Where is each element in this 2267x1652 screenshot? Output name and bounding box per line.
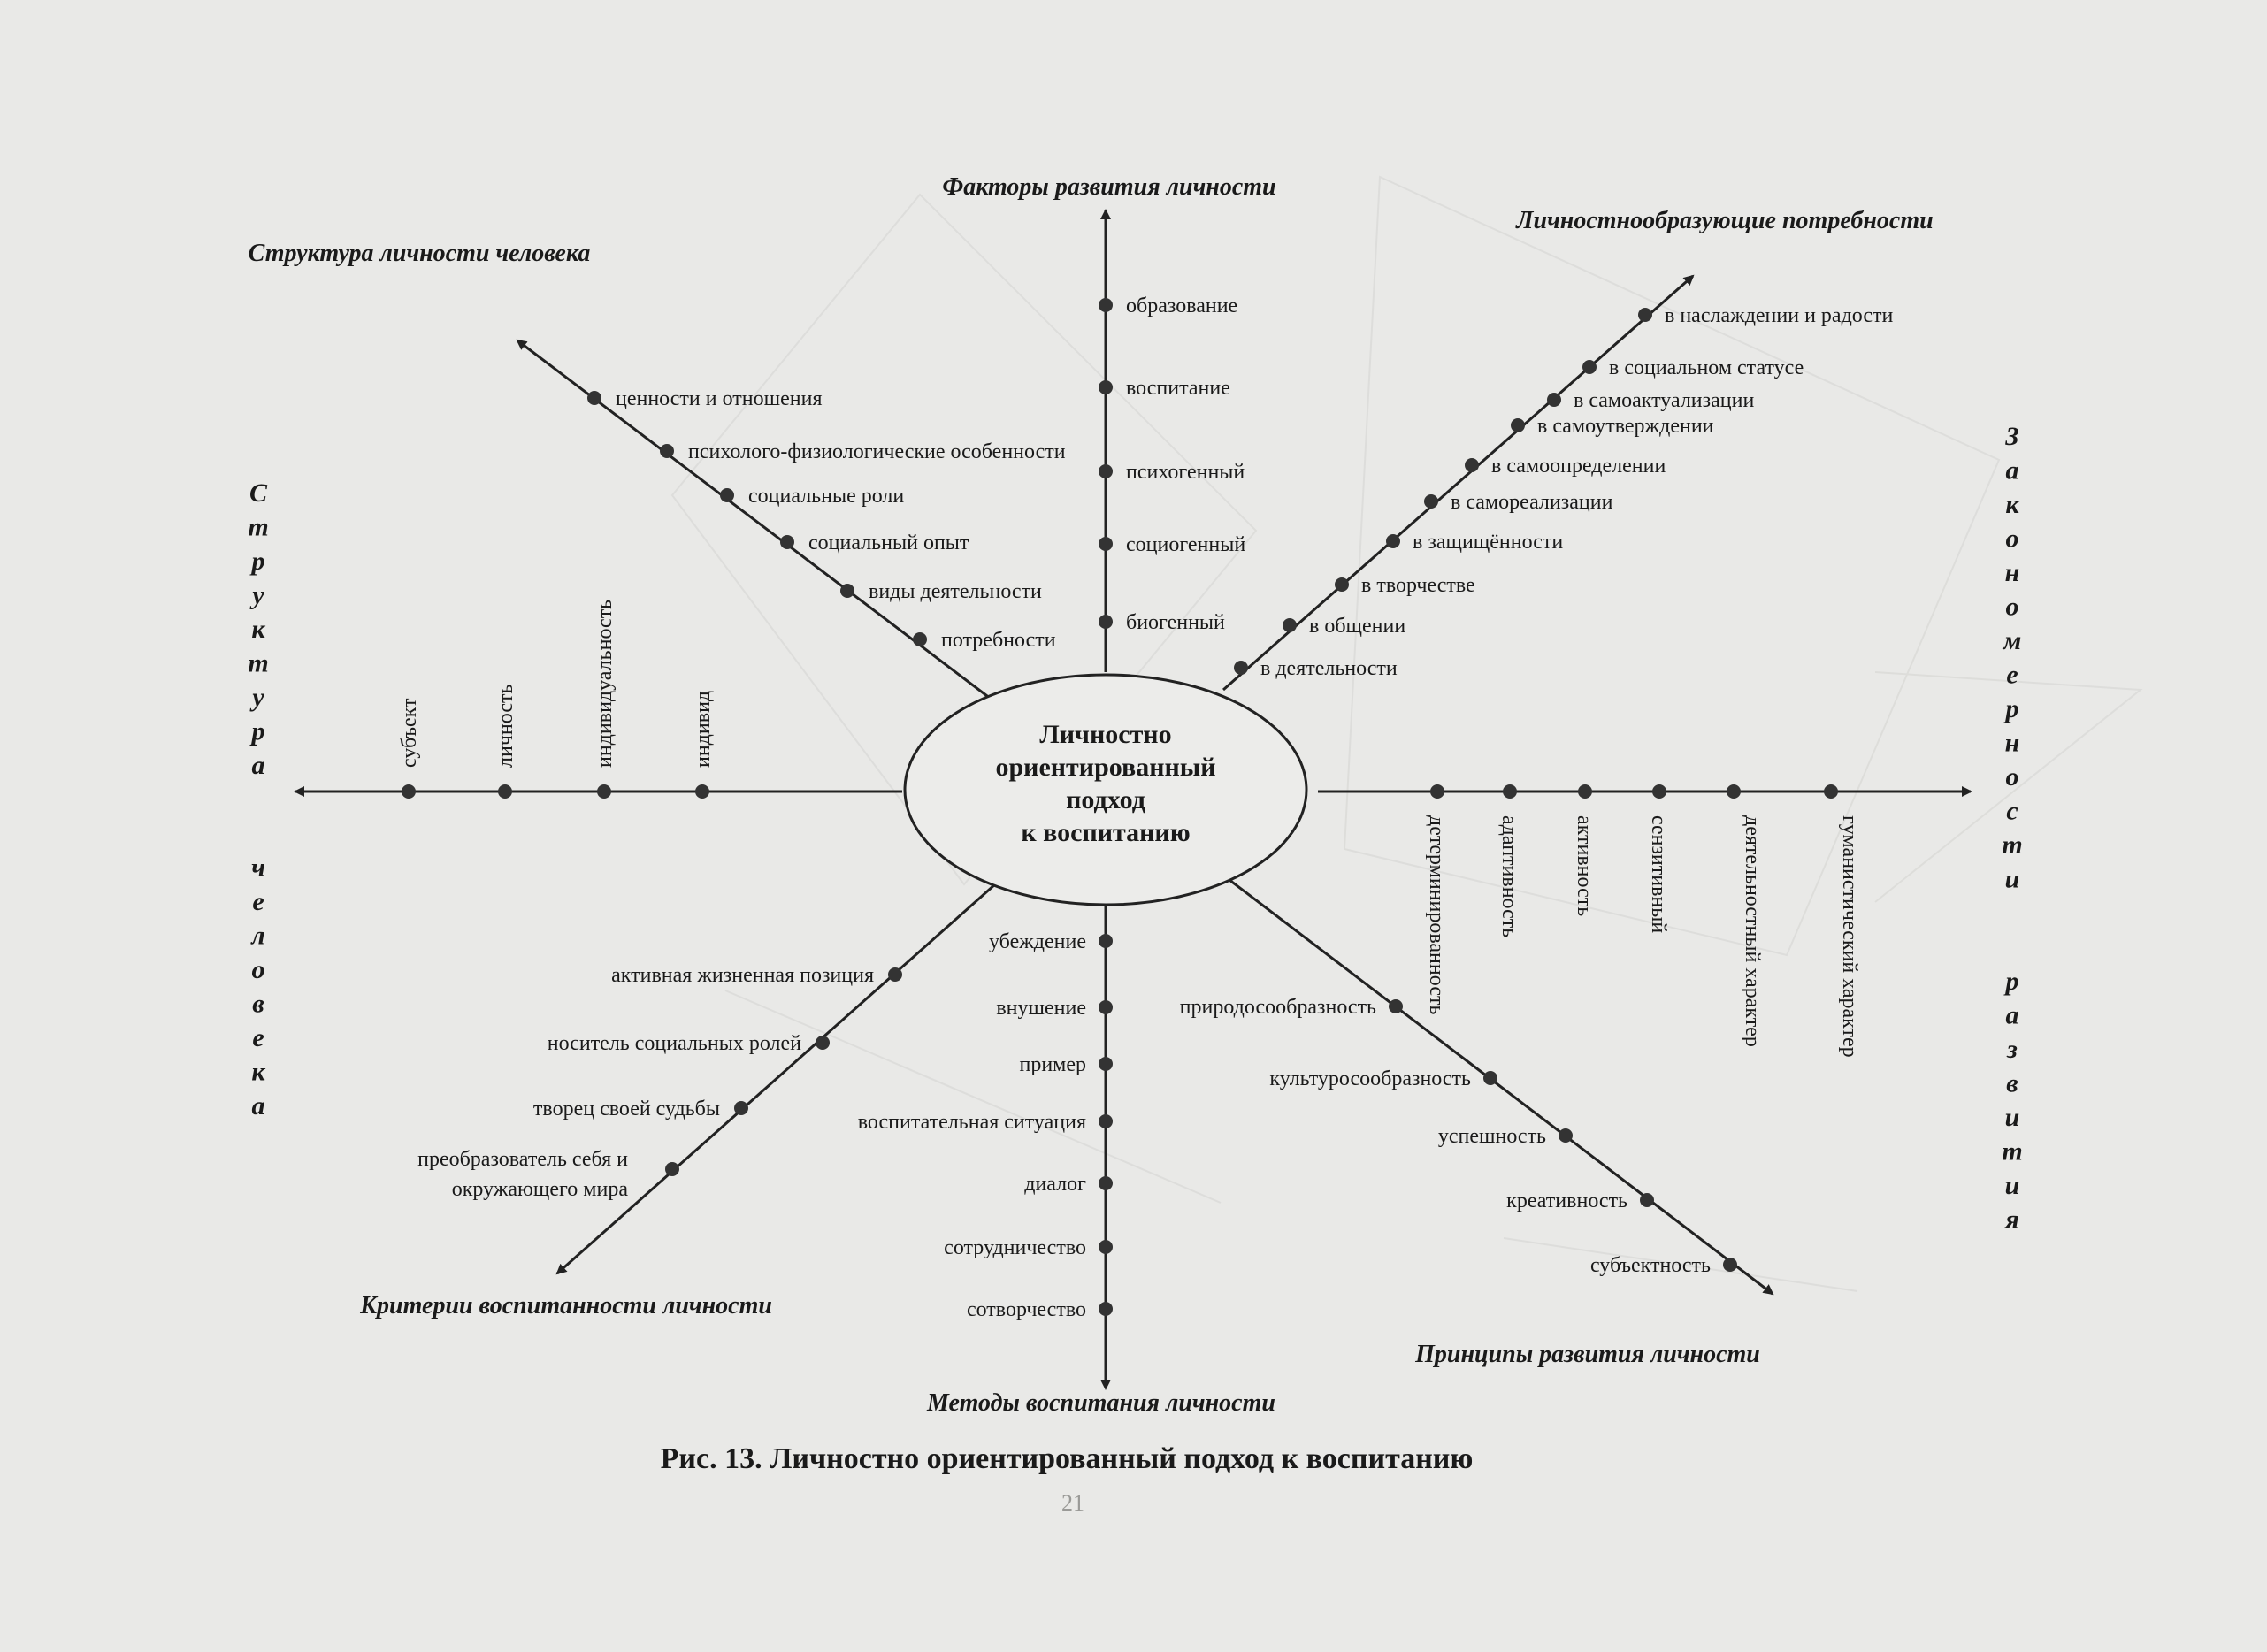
need-item-label: в наслаждении и радости: [1665, 304, 1894, 327]
title-structure: Структура личности человека: [248, 240, 591, 267]
criteria-item-label: творец своей судьбы: [532, 1098, 720, 1120]
factor-item-label: образование: [1126, 294, 1238, 317]
factor-item-dot: [1099, 380, 1113, 394]
branch-methods: [858, 930, 1113, 1321]
vtitle-structure-text: С т р у к т у р а ч е л о в е к а: [248, 478, 269, 1120]
principle-item-dot: [1640, 1193, 1654, 1207]
method-item-dot: [1099, 1000, 1113, 1014]
method-item-label: пример: [1019, 1053, 1086, 1076]
need-item-dot: [1234, 661, 1248, 675]
method-item-dot: [1099, 1114, 1113, 1128]
need-item-label: в самоутверждении: [1537, 415, 1714, 438]
need-item-dot: [1424, 494, 1438, 509]
title-needs: Личностнообразующие потребности: [1516, 207, 1934, 234]
principle-item-label: креативность: [1506, 1189, 1627, 1212]
need-item-dot: [1638, 308, 1652, 322]
law-item-dot: [1578, 784, 1592, 799]
factor-item-dot: [1099, 464, 1113, 478]
principle-item-label: природосообразность: [1179, 996, 1376, 1019]
law-item-label: сензитивный: [1647, 815, 1670, 934]
axis-criteria: [557, 884, 995, 1273]
structure-item-label: виды деятельности: [869, 580, 1042, 603]
title-laws-vertical: [2002, 422, 2023, 1235]
method-item-label: диалог: [1024, 1173, 1086, 1196]
factor-item-label: психогенный: [1126, 461, 1245, 484]
structure-item-label: потребности: [941, 629, 1056, 652]
need-item-dot: [1511, 418, 1525, 432]
method-item-dot: [1099, 934, 1113, 948]
structure-item-dot: [587, 391, 601, 405]
need-item-label: в деятельности: [1260, 657, 1398, 680]
method-item-dot: [1099, 1057, 1113, 1071]
criteria-item-dot: [665, 1162, 679, 1176]
structure-item-dot: [840, 584, 854, 598]
human-structure-item-label: индивид: [692, 690, 715, 768]
need-item-dot: [1465, 458, 1479, 472]
method-item-dot: [1099, 1176, 1113, 1190]
title-methods: Методы воспитания личности: [927, 1389, 1275, 1417]
principle-item-label: успешность: [1437, 1125, 1546, 1148]
structure-item-label: ценности и отношения: [616, 387, 823, 410]
law-item-label: деятельностный характер: [1741, 815, 1764, 1047]
branch-needs: [1234, 304, 1894, 680]
need-item-label: в самоопределении: [1491, 455, 1666, 478]
center-label-line-2: ориентированный: [995, 753, 1216, 782]
structure-item-dot: [780, 535, 794, 549]
criteria-item-dot: [888, 967, 902, 982]
branch-factors: [1099, 294, 1245, 634]
structure-item-label: психолого-физиологические особенности: [688, 440, 1066, 463]
structure-item-label: социальные роли: [748, 485, 905, 508]
branch-criteria: [417, 964, 902, 1201]
factor-item-label: воспитание: [1126, 377, 1230, 400]
center-label-line-3: подход: [1066, 785, 1145, 815]
criteria-item-dot: [734, 1101, 748, 1115]
criteria-item-label: активная жизненная позиция: [611, 964, 874, 987]
structure-item-dot: [720, 488, 734, 502]
human-structure-item-label: индивидуальность: [594, 599, 617, 768]
need-item-dot: [1582, 360, 1597, 374]
method-item-label: убеждение: [988, 930, 1086, 953]
method-item-dot: [1099, 1302, 1113, 1316]
structure-item-dot: [660, 444, 674, 458]
principle-item-dot: [1389, 999, 1403, 1013]
vtitle-laws-text: З а к о н о м е р н о с т и р а з в и т и я: [2002, 422, 2023, 1235]
human-structure-item-label: личность: [494, 684, 517, 768]
structure-item-dot: [913, 632, 927, 646]
branch-principles: [1180, 996, 1737, 1277]
criteria-item-label: носитель социальных ролей: [547, 1032, 801, 1055]
criteria-item-dot: [816, 1036, 830, 1050]
method-item-dot: [1099, 1240, 1113, 1254]
title-principles: Принципы развития личности: [1415, 1341, 1760, 1368]
center-node: [905, 675, 1306, 905]
law-item-label: детерминированность: [1425, 815, 1448, 1015]
branch-human-structure: [398, 600, 715, 799]
law-item-label: гуманистический характер: [1838, 815, 1861, 1058]
branch-structure: [587, 387, 1066, 652]
factor-item-dot: [1099, 298, 1113, 312]
law-item-dot: [1652, 784, 1666, 799]
title-structure-vertical: [248, 478, 268, 1120]
title-factors: Факторы развития личности: [942, 173, 1276, 201]
law-item-label: активность: [1573, 815, 1596, 917]
title-criteria: Критерии воспитанности личности: [360, 1292, 772, 1319]
need-item-label: в социальном статусе: [1609, 356, 1804, 379]
principle-item-label: культуросообразность: [1269, 1067, 1471, 1090]
need-item-label: в самореализации: [1451, 491, 1613, 514]
principle-item-label: субъектность: [1589, 1254, 1711, 1277]
law-item-dot: [1430, 784, 1444, 799]
need-item-label: в общении: [1309, 615, 1406, 638]
law-item-label: адаптивность: [1497, 815, 1520, 938]
need-item-dot: [1547, 393, 1561, 407]
factor-item-dot: [1099, 615, 1113, 629]
factor-item-dot: [1099, 537, 1113, 551]
factor-item-label: социогенный: [1126, 533, 1246, 556]
page-number: 21: [1061, 1490, 1084, 1516]
center-label-line-4: к воспитанию: [1021, 818, 1191, 847]
need-item-label: в защищённости: [1413, 531, 1564, 554]
human-structure-item-dot: [402, 784, 416, 799]
factor-item-label: биогенный: [1126, 611, 1225, 634]
human-structure-item-dot: [695, 784, 709, 799]
principle-item-dot: [1483, 1071, 1497, 1085]
method-item-label: внушение: [996, 997, 1086, 1020]
need-item-dot: [1386, 534, 1400, 548]
center-label-line-1: Личностно: [1039, 720, 1172, 749]
method-item-label: сотрудничество: [944, 1236, 1086, 1259]
law-item-dot: [1727, 784, 1741, 799]
principle-item-dot: [1559, 1128, 1573, 1143]
need-item-dot: [1335, 577, 1349, 592]
law-item-dot: [1824, 784, 1838, 799]
method-item-label: воспитательная ситуация: [857, 1111, 1086, 1134]
need-item-dot: [1283, 618, 1297, 632]
method-item-label: сотворчество: [966, 1298, 1086, 1321]
need-item-label: в самоактуализации: [1574, 389, 1755, 412]
human-structure-item-dot: [498, 784, 512, 799]
human-structure-item-dot: [597, 784, 611, 799]
law-item-dot: [1503, 784, 1517, 799]
principle-item-dot: [1723, 1258, 1737, 1272]
need-item-label: в творчестве: [1361, 574, 1475, 597]
criteria-item-label: преобразователь себя и окружающего мира: [417, 1148, 628, 1201]
figure-caption: Рис. 13. Личностно ориентированный подход к воспитанию: [660, 1442, 1474, 1475]
human-structure-item-label: субъект: [398, 698, 421, 768]
structure-item-label: социальный опыт: [808, 532, 969, 554]
